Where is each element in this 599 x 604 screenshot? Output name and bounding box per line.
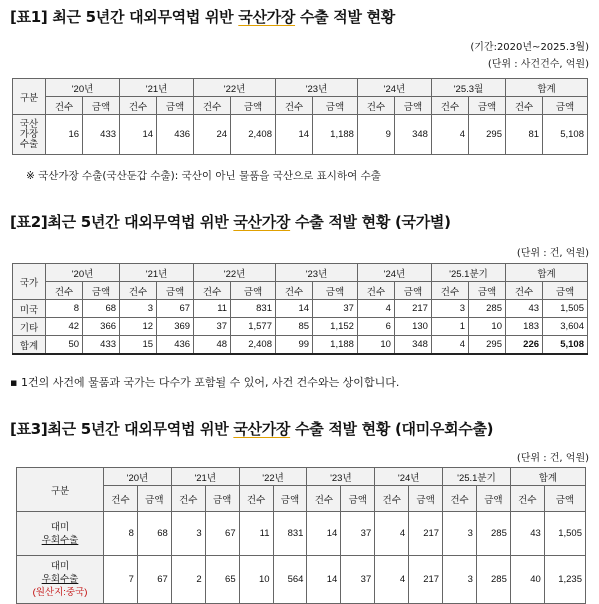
table3-cell: 3 — [443, 556, 477, 604]
table1-cell: 295 — [468, 115, 505, 155]
table3 — [16, 467, 586, 604]
table1-year-header: '21년 — [120, 79, 194, 97]
table1-cell: 16 — [46, 115, 83, 155]
table2-sub-header: 금액 — [313, 282, 358, 300]
table3-title-prefix: [표3]최근 5년간 대외무역법 위반 — [10, 420, 234, 438]
table3-cell: 65 — [205, 556, 239, 604]
table3-row-label-line1: 대미 — [50, 561, 70, 572]
table3-sub-header: 건수 — [510, 486, 544, 512]
table3-cell: 4 — [375, 512, 409, 556]
table1-cell: 433 — [83, 115, 120, 155]
table1-year-header: '24년 — [357, 79, 431, 97]
table3-cell: 1,505 — [544, 512, 585, 556]
table2-year-header: '23년 — [276, 264, 358, 282]
table3-cell: 564 — [273, 556, 307, 604]
table1-unit-note: (단위 : 사건건수, 억원) — [487, 59, 589, 70]
table3-sub-header: 건수 — [375, 486, 409, 512]
table3-cell: 8 — [104, 512, 138, 556]
table3-cell: 68 — [137, 512, 171, 556]
table3-sub-header: 금액 — [137, 486, 171, 512]
table3-row-label-line3: (원산지:중국) — [32, 587, 88, 598]
table2-cell: 433 — [83, 336, 120, 355]
table1-sub-header: 금액 — [394, 97, 431, 115]
table1-sub-header: 건수 — [506, 97, 543, 115]
table1-year-header: '25.3월 — [431, 79, 505, 97]
table1-year-header: '22년 — [194, 79, 276, 97]
table1-sub-header: 건수 — [194, 97, 231, 115]
table3-year-header: '24년 — [375, 468, 443, 486]
table3-row-label-line1: 대미 — [50, 521, 70, 533]
table2-cell: 831 — [231, 300, 276, 318]
table1-sub-header: 건수 — [357, 97, 394, 115]
table1-title-suffix: 수출 적발 현황 — [295, 8, 395, 26]
table3-cell: 14 — [307, 512, 341, 556]
table3-title-underlined: 국산가장 — [233, 420, 291, 438]
table2-cell: 12 — [120, 318, 157, 336]
table3-cell: 4 — [375, 556, 409, 604]
table3-cell: 37 — [341, 556, 375, 604]
table2-cell: 369 — [157, 318, 194, 336]
table3-unit-note: (단위 : 건, 억원) — [516, 453, 589, 464]
table2-cell: 1,577 — [231, 318, 276, 336]
table1-cell: 5,108 — [543, 115, 588, 155]
table2-cell: 68 — [83, 300, 120, 318]
table2-row-label: 미국 — [13, 300, 46, 318]
table2-row-label: 합계 — [13, 336, 46, 355]
table1-cell: 436 — [157, 115, 194, 155]
table1-sub-header: 건수 — [46, 97, 83, 115]
table3-cell: 67 — [137, 556, 171, 604]
table2-cell: 6 — [357, 318, 394, 336]
table1-footnote: ※ 국산가장 수출(국산둔갑 수출): 국산이 아닌 물품을 국산으로 표시하여 수출 — [26, 170, 381, 182]
table2-cell: 37 — [194, 318, 231, 336]
table2-year-header: '21년 — [120, 264, 194, 282]
table1-sub-header: 건수 — [276, 97, 313, 115]
table2-cell: 436 — [157, 336, 194, 355]
table2-year-header: '20년 — [46, 264, 120, 282]
table2-sub-header: 건수 — [276, 282, 313, 300]
table2-sub-header: 금액 — [468, 282, 505, 300]
table3-sub-header: 건수 — [239, 486, 273, 512]
table2-cell: 85 — [276, 318, 313, 336]
table2-cell: 37 — [313, 300, 358, 318]
table2-cell: 4 — [357, 300, 394, 318]
table1-year-header: 합계 — [506, 79, 588, 97]
table3-cell: 2 — [171, 556, 205, 604]
table2-cell: 43 — [506, 300, 543, 318]
table1-sub-header: 건수 — [120, 97, 157, 115]
table2-title-suffix: 수출 적발 현황 (국가별) — [290, 213, 451, 231]
table2-cell: 8 — [46, 300, 83, 318]
table2 — [12, 263, 588, 355]
table1-year-header: '23년 — [276, 79, 358, 97]
table2-cell: 226 — [506, 336, 543, 355]
table2-cell: 14 — [276, 300, 313, 318]
table3-sub-header: 금액 — [476, 486, 510, 512]
table1-cell: 14 — [276, 115, 313, 155]
table1-sub-header: 건수 — [431, 97, 468, 115]
table3-sub-header: 금액 — [341, 486, 375, 512]
table2-cell: 5,108 — [543, 336, 588, 355]
table1-cell: 2,408 — [231, 115, 276, 155]
table3-cell: 67 — [205, 512, 239, 556]
table2-cell: 295 — [468, 336, 505, 355]
table2-year-header: '22년 — [194, 264, 276, 282]
table3-sub-header: 건수 — [307, 486, 341, 512]
table1-cell: 1,188 — [313, 115, 358, 155]
table3-year-header: '20년 — [104, 468, 172, 486]
table3-cell: 43 — [510, 512, 544, 556]
table2-footnote: ▪ 1건의 사건에 물품과 국가는 다수가 포함될 수 있어, 사건 건수와는 상이합니다. — [10, 376, 400, 389]
table3-year-header: 합계 — [510, 468, 585, 486]
table1-row-header: 구분 — [13, 79, 46, 115]
table3-year-header: '22년 — [239, 468, 307, 486]
table1-sub-header: 금액 — [543, 97, 588, 115]
table3-sub-header: 건수 — [171, 486, 205, 512]
table1-cell: 24 — [194, 115, 231, 155]
table1-cell: 81 — [506, 115, 543, 155]
table2-cell: 15 — [120, 336, 157, 355]
table2-cell: 11 — [194, 300, 231, 318]
table3-row-label — [17, 512, 104, 556]
table2-cell: 3 — [431, 300, 468, 318]
table3-cell: 11 — [239, 512, 273, 556]
table2-cell: 99 — [276, 336, 313, 355]
table3-sub-header: 금액 — [273, 486, 307, 512]
table2-year-header: '24년 — [357, 264, 431, 282]
table2-cell: 348 — [394, 336, 431, 355]
table2-row-label: 기타 — [13, 318, 46, 336]
table3-cell: 3 — [171, 512, 205, 556]
table3-cell: 217 — [409, 556, 443, 604]
table2-cell: 10 — [468, 318, 505, 336]
table2-sub-header: 금액 — [231, 282, 276, 300]
table2-unit-note: (단위 : 건, 억원) — [516, 248, 589, 259]
table2-sub-header: 건수 — [46, 282, 83, 300]
table1-year-header: '20년 — [46, 79, 120, 97]
table2-cell: 1,152 — [313, 318, 358, 336]
table3-sub-header: 금액 — [205, 486, 239, 512]
table3-cell: 285 — [476, 556, 510, 604]
table1 — [12, 78, 588, 155]
table1-sub-header: 금액 — [313, 97, 358, 115]
table2-cell: 130 — [394, 318, 431, 336]
table1-sub-header: 금액 — [468, 97, 505, 115]
table3-cell: 37 — [341, 512, 375, 556]
table2-sub-header: 금액 — [157, 282, 194, 300]
table1-period-note: (기간:2020년~2025.3월) — [470, 42, 589, 53]
table2-cell: 285 — [468, 300, 505, 318]
table3-cell: 831 — [273, 512, 307, 556]
table1-cell: 9 — [357, 115, 394, 155]
table3-cell: 40 — [510, 556, 544, 604]
table3-sub-header: 금액 — [409, 486, 443, 512]
table3-row-label-line2: 우회수출 — [41, 574, 79, 585]
table1-cell: 14 — [120, 115, 157, 155]
table3-cell: 3 — [443, 512, 477, 556]
table2-year-header: 합계 — [506, 264, 588, 282]
table2-sub-header: 건수 — [120, 282, 157, 300]
table3-cell: 14 — [307, 556, 341, 604]
table2-cell: 3 — [120, 300, 157, 318]
table2-cell: 1,188 — [313, 336, 358, 355]
table1-title-underlined: 국산가장 — [238, 8, 296, 26]
table3-cell: 285 — [476, 512, 510, 556]
table2-sub-header: 건수 — [431, 282, 468, 300]
table1-cell: 4 — [431, 115, 468, 155]
table1-row-label: 국산 가장 수출 — [13, 115, 46, 155]
table2-sub-header: 금액 — [83, 282, 120, 300]
table2-cell: 1,505 — [543, 300, 588, 318]
table2-title — [10, 211, 451, 232]
table3-row-label — [17, 556, 104, 604]
table2-cell: 10 — [357, 336, 394, 355]
table3-row-header: 구분 — [17, 468, 104, 512]
table3-sub-header: 건수 — [104, 486, 138, 512]
table2-cell: 1 — [431, 318, 468, 336]
table3-cell: 7 — [104, 556, 138, 604]
table1-title-prefix: [표1] 최근 5년간 대외무역법 위반 — [10, 8, 239, 26]
table3-year-header: '25.1분기 — [443, 468, 511, 486]
table3-year-header: '21년 — [171, 468, 239, 486]
table2-cell: 3,604 — [543, 318, 588, 336]
table3-sub-header: 금액 — [544, 486, 585, 512]
table3-cell: 10 — [239, 556, 273, 604]
table1-title — [10, 6, 395, 27]
table2-sub-header: 건수 — [506, 282, 543, 300]
table2-cell: 2,408 — [231, 336, 276, 355]
table2-cell: 183 — [506, 318, 543, 336]
table1-sub-header: 금액 — [83, 97, 120, 115]
table3-title-suffix: 수출 적발 현황 (대미우회수출) — [290, 420, 494, 438]
table2-sub-header: 건수 — [357, 282, 394, 300]
table2-cell: 366 — [83, 318, 120, 336]
table3-year-header: '23년 — [307, 468, 375, 486]
table3-title — [10, 418, 493, 439]
table2-sub-header: 금액 — [543, 282, 588, 300]
table2-cell: 67 — [157, 300, 194, 318]
table3-row-label-line2: 우회수출 — [41, 534, 79, 546]
table2-year-header: '25.1분기 — [431, 264, 505, 282]
table2-cell: 217 — [394, 300, 431, 318]
table2-cell: 50 — [46, 336, 83, 355]
table2-sub-header: 금액 — [394, 282, 431, 300]
table2-sub-header: 건수 — [194, 282, 231, 300]
table2-cell: 48 — [194, 336, 231, 355]
table3-cell: 1,235 — [544, 556, 585, 604]
table1-sub-header: 금액 — [157, 97, 194, 115]
table2-row-header: 국가 — [13, 264, 46, 300]
table1-sub-header: 금액 — [231, 97, 276, 115]
table2-cell: 4 — [431, 336, 468, 355]
table1-cell: 348 — [394, 115, 431, 155]
table3-sub-header: 건수 — [443, 486, 477, 512]
table2-title-prefix: [표2]최근 5년간 대외무역법 위반 — [10, 213, 234, 231]
table3-cell: 217 — [409, 512, 443, 556]
table2-cell: 42 — [46, 318, 83, 336]
table2-title-underlined: 국산가장 — [233, 213, 291, 231]
